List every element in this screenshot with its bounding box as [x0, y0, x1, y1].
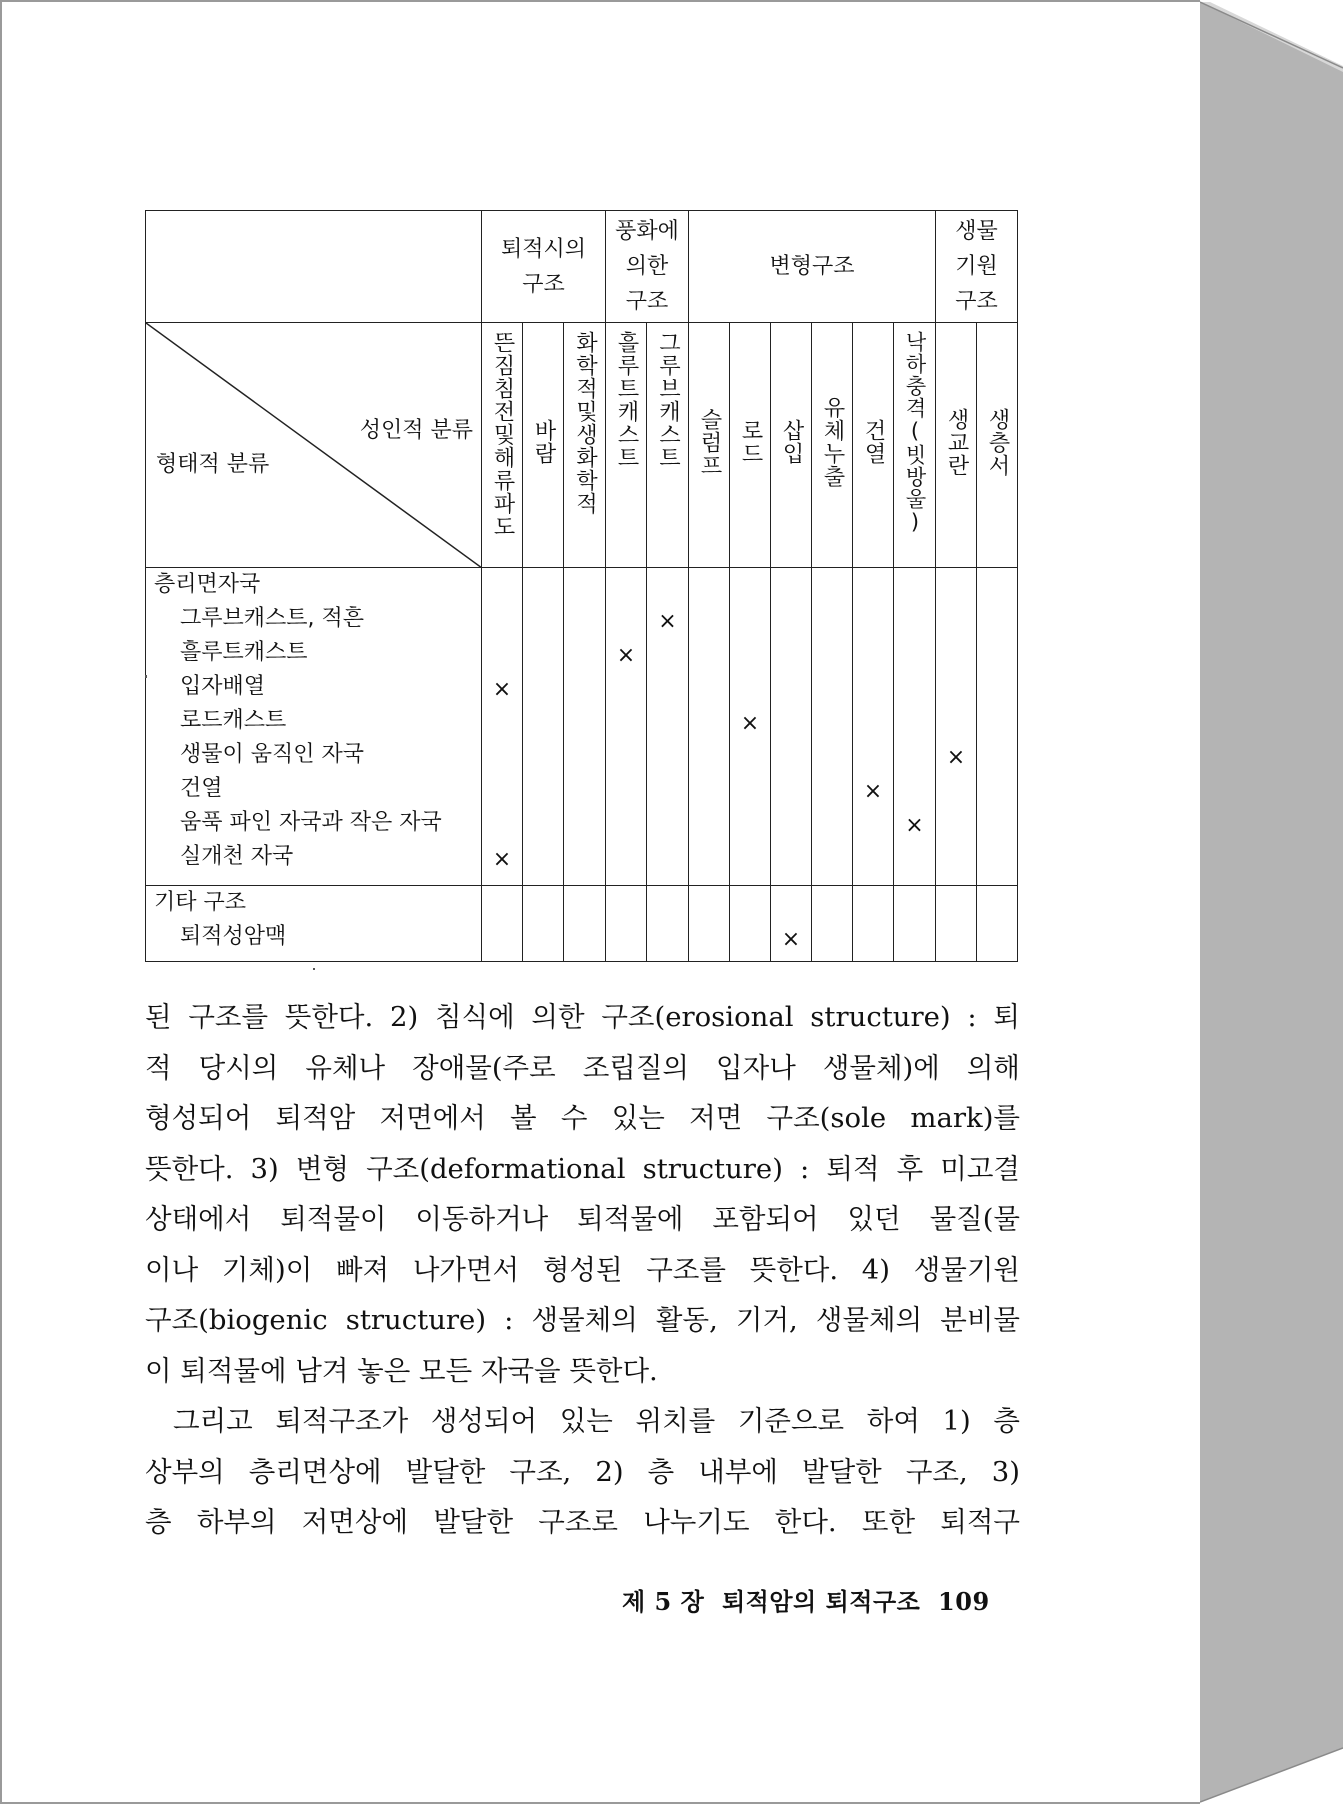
section-label-cell	[146, 568, 482, 886]
body-text-line: 구조(biogenic structure) : 생물체의 활동, 기거, 생물체의 분비물	[145, 1304, 1020, 1336]
body-text-line: 그리고 퇴적구조가 생성되어 있는 위치를 기준으로 하여 1) 층	[173, 1405, 1020, 1437]
row-label: 생물이 움직인 자국	[180, 742, 365, 767]
book-edge	[1200, 0, 1343, 1806]
section-title: 층리면자국	[154, 572, 261, 597]
row-label: 움푹 파인 자국과 작은 자국	[180, 810, 442, 835]
page-footer	[622, 1582, 990, 1617]
mark-cell	[812, 886, 853, 962]
group-deformational: 변형구조	[689, 211, 936, 323]
mark-cell	[771, 886, 812, 962]
x-mark: ×	[905, 813, 924, 838]
section-title: 기타 구조	[154, 890, 247, 915]
section-bedding-marks	[146, 568, 1018, 886]
group-depositional: 퇴적시의 구조	[482, 211, 606, 323]
mark-cell	[689, 886, 730, 962]
mark-cell	[689, 568, 730, 886]
mark-cell	[771, 568, 812, 886]
section-other-structures	[146, 886, 1018, 962]
mark-cell	[647, 886, 689, 962]
mark-cell	[564, 568, 606, 886]
col-header: 유체누출	[812, 323, 853, 568]
col-header: 바람	[523, 323, 564, 568]
body-text-line: 뜻한다. 3) 변형 구조(deformational structure) : 퇴적 후 미고결	[145, 1152, 1020, 1185]
x-mark: ×	[658, 609, 677, 634]
chapter-number: 제 5 장	[622, 1587, 705, 1616]
mark-cell	[564, 886, 606, 962]
print-speck	[145, 675, 147, 678]
col-header: 생교란	[936, 323, 977, 568]
page-number: 109	[938, 1587, 990, 1616]
col-header: 뜬짐침전및해류파도	[482, 323, 523, 568]
col-header: 건열	[853, 323, 894, 568]
book-edge-face	[1200, 2, 1343, 1802]
group-header-row	[146, 211, 1018, 323]
x-mark: ×	[946, 745, 966, 770]
mark-cell	[730, 886, 771, 962]
body-text-line: 상부의 층리면상에 발달한 구조, 2) 층 내부에 발달한 구조, 3)	[145, 1455, 1020, 1488]
mark-cell	[894, 886, 936, 962]
mark-cell	[647, 568, 689, 886]
row-label: 실개천 자국	[180, 844, 294, 869]
row-label: 건열	[180, 776, 223, 801]
diagonal-header-cell	[146, 323, 482, 568]
body-text-line: 형성되어 퇴적암 저면에서 볼 수 있는 저면 구조(sole mark)를	[145, 1102, 1020, 1134]
col-header: 흘루트캐스트	[606, 323, 647, 568]
x-mark: ×	[781, 927, 801, 952]
x-mark: ×	[616, 643, 636, 668]
group-weathering: 풍화에 의한 구조	[606, 211, 689, 323]
morphological-classification-label: 형태적 분류	[156, 452, 270, 477]
row-label: 퇴적성암맥	[180, 924, 287, 949]
row-label: 흘루트캐스트	[180, 640, 308, 665]
x-mark: ×	[492, 847, 512, 872]
empty-corner-cell	[146, 211, 482, 323]
body-text-line: 적 당시의 유체나 장애물(주로 조립질의 입자나 생물체)에 의해	[145, 1051, 1020, 1084]
row-label: 로드캐스트	[180, 708, 287, 733]
col-header: 그루브캐스트	[647, 323, 689, 568]
column-header-row	[146, 323, 1018, 568]
mark-cell	[482, 886, 523, 962]
col-header: 낙하충격(빗방울)	[894, 323, 936, 568]
mark-cell	[936, 568, 977, 886]
section-label-cell	[146, 886, 482, 962]
chapter-title: 퇴적암의 퇴적구조	[722, 1587, 921, 1616]
mark-cell	[812, 568, 853, 886]
group-biogenic: 생물 기원 구조	[936, 211, 1018, 323]
body-text-line: 상태에서 퇴적물이 이동하거나 퇴적물에 포함되어 있던 물질(물	[145, 1203, 1020, 1235]
col-header: 삽입	[771, 323, 812, 568]
diagonal-line	[146, 323, 482, 568]
mark-cell	[853, 568, 894, 886]
x-mark: ×	[492, 677, 512, 702]
body-text-line: 이 퇴적물에 남겨 놓은 모든 자국을 뜻한다.	[145, 1354, 658, 1387]
row-label: 그루브캐스트, 적흔	[180, 606, 365, 631]
mark-cell	[482, 568, 523, 886]
mark-cell	[606, 886, 647, 962]
mark-cell	[936, 886, 977, 962]
body-text	[145, 992, 1020, 1548]
mark-cell	[523, 886, 564, 962]
mark-cell	[523, 568, 564, 886]
genetic-classification-label: 성인적 분류	[359, 418, 473, 443]
row-label: 입자배열	[180, 674, 266, 699]
x-mark: ×	[740, 711, 760, 736]
mark-cell	[730, 568, 771, 886]
mark-cell	[606, 568, 647, 886]
mark-cell	[853, 886, 894, 962]
mark-cell	[977, 568, 1018, 886]
col-header: 화학적및생화학적	[564, 323, 606, 568]
body-text-line: 이나 기체)이 빠져 나가면서 형성된 구조를 뜻한다. 4) 생물기원	[145, 1253, 1020, 1286]
col-header: 슬럼프	[689, 323, 730, 568]
print-speck	[313, 968, 315, 970]
body-text-line: 층 하부의 저면상에 발달한 구조로 나누기도 한다. 또한 퇴적구	[145, 1506, 1020, 1538]
col-header: 생층서	[977, 323, 1018, 568]
x-mark: ×	[863, 779, 883, 804]
col-header: 로드	[730, 323, 771, 568]
classification-table	[145, 210, 1018, 962]
body-text-line: 된 구조를 뜻한다. 2) 침식에 의한 구조(erosional structure) : 퇴	[145, 1001, 1020, 1033]
mark-cell	[894, 568, 936, 886]
mark-cell	[977, 886, 1018, 962]
